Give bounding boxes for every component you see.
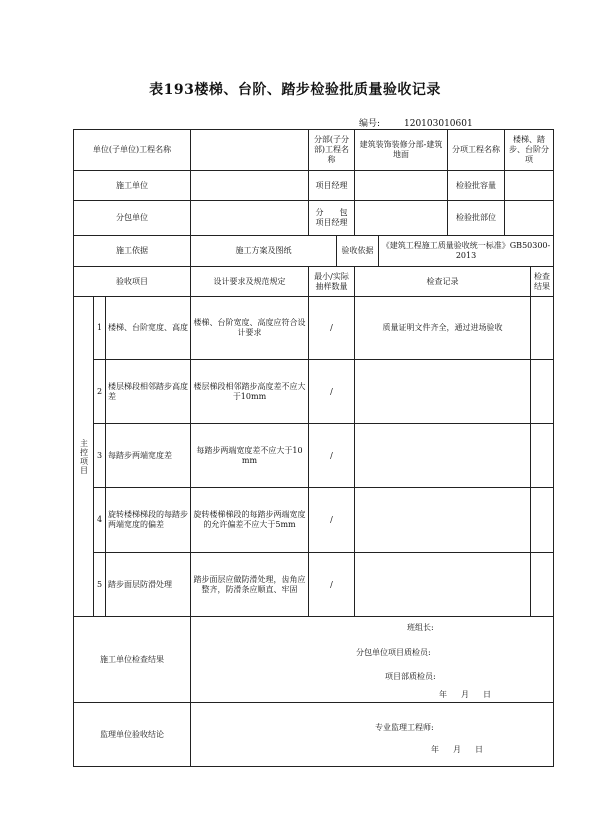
- unit-name-value[interactable]: [191, 130, 309, 171]
- col-result: 检查结果: [531, 267, 554, 297]
- division-name-value: 建筑装饰装修分部-建筑地面: [355, 130, 448, 171]
- supervision-row: [74, 703, 554, 767]
- item-requirement: 楼层梯段相邻踏步高度差不应大于10mm: [191, 360, 309, 424]
- acceptance-basis-label: 验收依据: [337, 236, 379, 267]
- item-result[interactable]: [531, 360, 554, 424]
- batch-capacity-value[interactable]: [505, 171, 554, 201]
- item-name: 踏步面层防滑处理: [106, 553, 191, 617]
- item-result[interactable]: [531, 553, 554, 617]
- header-row-2: [74, 171, 554, 201]
- code-label: 编号:: [359, 119, 381, 129]
- table-row: [74, 553, 554, 617]
- supervision-date: [431, 745, 483, 755]
- item-sample: /: [309, 488, 355, 553]
- item-name: 每踏步两端宽度差: [106, 424, 191, 488]
- contractor-value[interactable]: [191, 171, 309, 201]
- item-record: 质量证明文件齐全，通过进场验收: [355, 297, 531, 360]
- header-row-1: [74, 130, 554, 171]
- construction-check-label: 施工单位检查结果: [74, 617, 191, 703]
- supervisor-label: 专业监理工程师:: [375, 723, 434, 732]
- item-result[interactable]: [531, 488, 554, 553]
- subcontractor-label: 分包单位: [74, 201, 191, 236]
- unit-name-label: 单位(子单位)工程名称: [74, 130, 191, 171]
- item-no: 2: [94, 360, 106, 424]
- col-design: 设计要求及规范规定: [191, 267, 309, 297]
- item-no: 5: [94, 553, 106, 617]
- subitem-name-label: 分项工程名称: [448, 130, 505, 171]
- table-row: [74, 488, 554, 553]
- batch-part-value[interactable]: [505, 201, 554, 236]
- sub-project-manager-value[interactable]: [355, 201, 448, 236]
- table-row: [74, 424, 554, 488]
- date-month: 月: [461, 690, 469, 699]
- table-row: [74, 360, 554, 424]
- item-record[interactable]: [355, 424, 531, 488]
- item-record[interactable]: [355, 553, 531, 617]
- item-result[interactable]: [531, 424, 554, 488]
- item-sample: /: [309, 360, 355, 424]
- item-sample: /: [309, 553, 355, 617]
- col-item: 验收项目: [74, 267, 191, 297]
- batch-capacity-label: 检验批容量: [448, 171, 505, 201]
- inspection-record-table: [73, 129, 554, 767]
- sub-pm-line-2: 项目经理: [315, 218, 348, 227]
- supervision-area[interactable]: [191, 703, 554, 767]
- date-year: 年: [431, 745, 439, 754]
- batch-part-label: 检验批部位: [448, 201, 505, 236]
- team-leader-label: 班组长:: [407, 623, 434, 632]
- acceptance-basis-value: 《建筑工程施工质量验收统一标准》GB50300-2013: [379, 236, 554, 267]
- item-requirement: 踏步面层应做防滑处理，齿角应整齐，防滑条应顺直、牢固: [191, 553, 309, 617]
- construction-date: [439, 690, 491, 700]
- construction-check-area[interactable]: [191, 617, 554, 703]
- header-row-4: [74, 236, 554, 267]
- item-name: 楼梯、台阶宽度、高度: [106, 297, 191, 360]
- table-row: [74, 297, 554, 360]
- item-sample: /: [309, 297, 355, 360]
- division-name-label: 分部(子分部)工程名称: [309, 130, 355, 171]
- record-code: [359, 116, 473, 129]
- subcontractor-value[interactable]: [191, 201, 309, 236]
- contractor-label: 施工单位: [74, 171, 191, 201]
- item-record[interactable]: [355, 360, 531, 424]
- item-name: 楼层梯段相邻踏步高度差: [106, 360, 191, 424]
- group-label: 主控项目: [74, 297, 94, 617]
- date-day: 日: [475, 745, 483, 754]
- construction-basis-value: 施工方案及图纸: [191, 236, 337, 267]
- construction-check-row: [74, 617, 554, 703]
- code-value: 120103010601: [404, 119, 473, 129]
- date-year: 年: [439, 690, 447, 699]
- header-row-3: [74, 201, 554, 236]
- column-header-row: [74, 267, 554, 297]
- col-sample: 最小/实际抽样数量: [309, 267, 355, 297]
- date-day: 日: [483, 690, 491, 699]
- item-requirement: 楼梯、台阶宽度、高度应符合设计要求: [191, 297, 309, 360]
- dept-inspector-label: 项目部质检员:: [385, 672, 436, 681]
- item-no: 1: [94, 297, 106, 360]
- subitem-name-value: 楼梯、踏步、台阶分项: [505, 130, 554, 171]
- item-record[interactable]: [355, 488, 531, 553]
- construction-basis-label: 施工依据: [74, 236, 191, 267]
- item-requirement: 每踏步两端宽度差不应大于10mm: [191, 424, 309, 488]
- item-result[interactable]: [531, 297, 554, 360]
- project-manager-value[interactable]: [355, 171, 448, 201]
- col-record: 检查记录: [355, 267, 531, 297]
- item-name: 旋转楼梯梯段的每踏步两端宽度的偏差: [106, 488, 191, 553]
- supervision-label: 监理单位验收结论: [74, 703, 191, 767]
- item-no: 4: [94, 488, 106, 553]
- project-manager-label: 项目经理: [309, 171, 355, 201]
- sub-project-manager-label: [309, 201, 355, 236]
- sub-inspector-label: 分包单位项目质检员:: [356, 648, 431, 657]
- item-requirement: 旋转楼梯梯段的每踏步两端宽度的允许偏差不应大于5mm: [191, 488, 309, 553]
- item-no: 3: [94, 424, 106, 488]
- item-sample: /: [309, 424, 355, 488]
- date-month: 月: [453, 745, 461, 754]
- sub-pm-line-1: 分 包: [315, 208, 348, 217]
- page-title: 表193楼梯、台阶、踏步检验批质量验收记录: [149, 82, 441, 98]
